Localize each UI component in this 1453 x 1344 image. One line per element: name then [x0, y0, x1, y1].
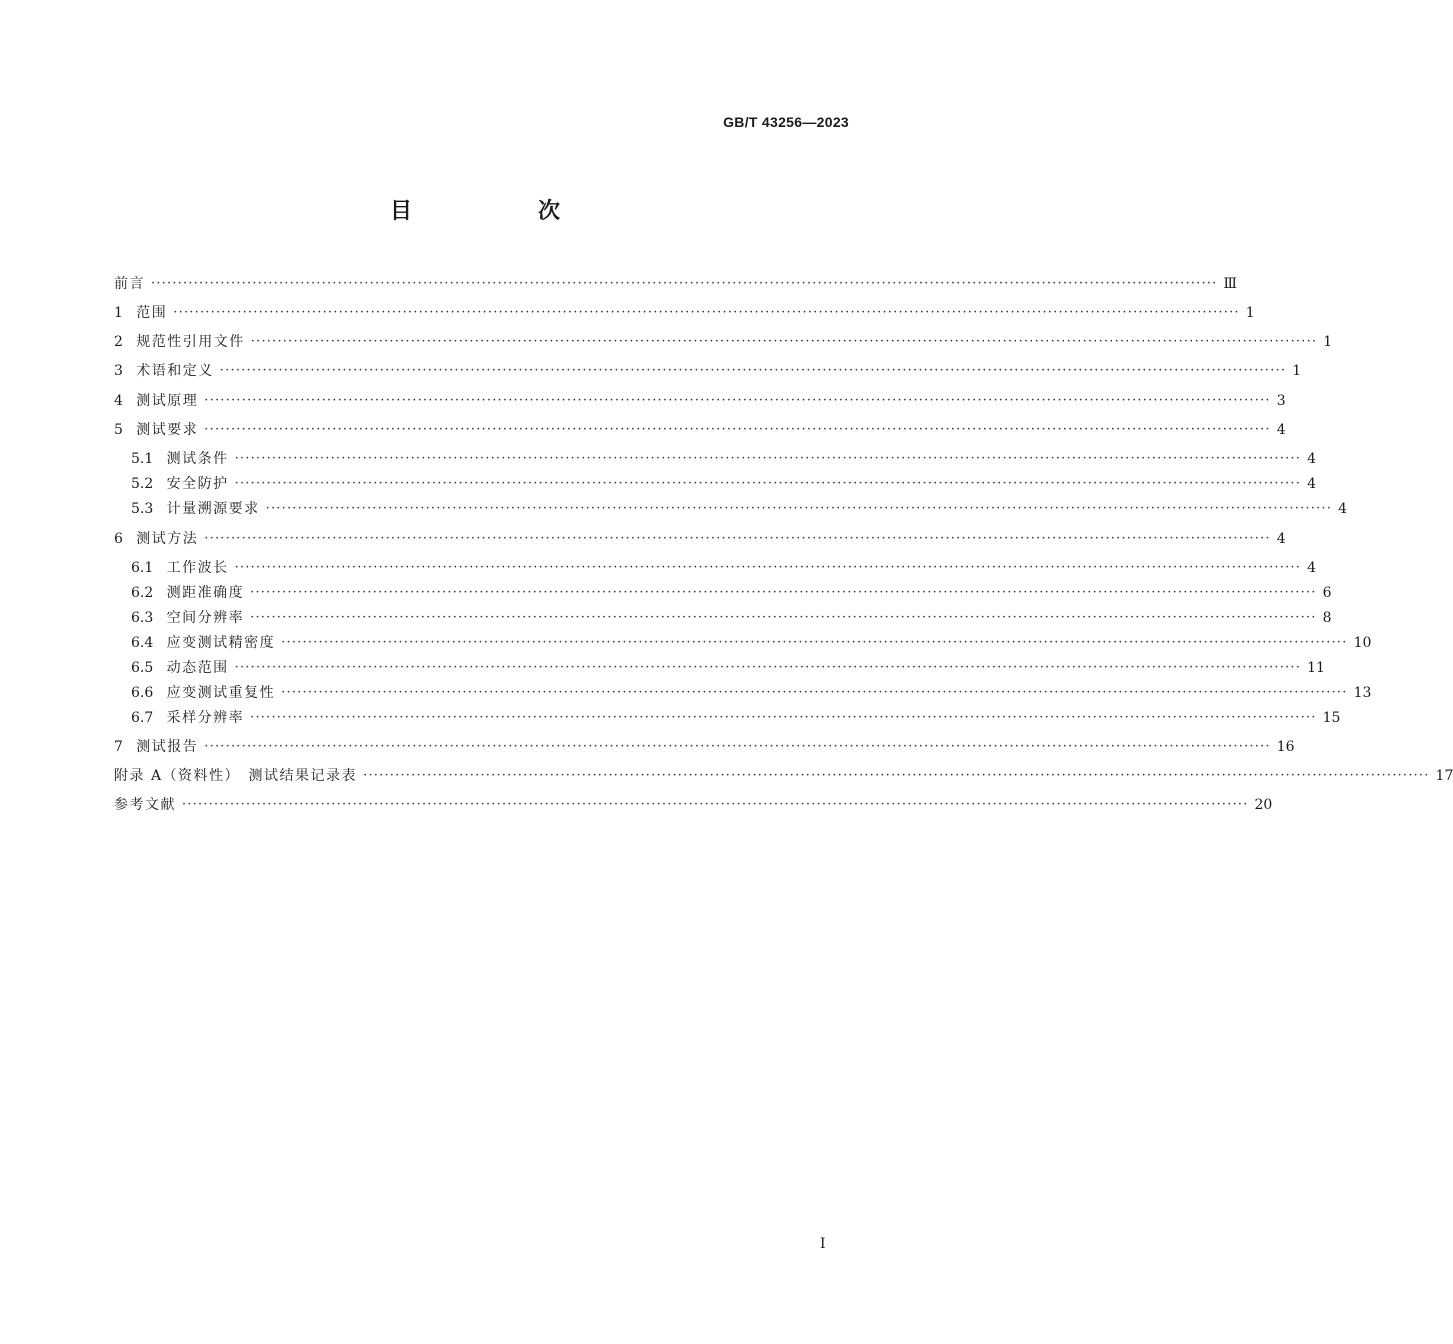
toc-entry-number: 5: [114, 422, 123, 438]
toc-leader-dots: ········································································································································································································: [234, 451, 1302, 466]
toc-entry-label: 计量溯源要求: [166, 501, 260, 517]
toc-leader-dots: ········································································································································································································: [234, 476, 1302, 491]
toc-leader-dots: ········································································································································································································: [204, 393, 1271, 408]
toc-entry-label: 采样分辨率: [166, 710, 245, 726]
toc-leader-dots: ········································································································································································································: [234, 560, 1302, 575]
toc-entry-page: 4: [1276, 531, 1286, 547]
toc-entry-number: 6.5: [131, 660, 154, 676]
toc-entry-number: 6.1: [131, 560, 154, 576]
toc-entry-6[interactable]: [114, 528, 1286, 550]
toc-entry-number: 5.1: [131, 451, 154, 467]
toc-entry-label: 安全防护: [166, 476, 229, 492]
toc-entry-page: 6: [1322, 585, 1332, 601]
toc-entry-number: 5.2: [131, 476, 154, 492]
toc-entry-label: 前言: [114, 276, 145, 292]
toc-entry-6-7[interactable]: [131, 707, 1341, 729]
toc-leader-dots: ········································································································································································································: [234, 660, 1302, 675]
toc-entry-5[interactable]: [114, 419, 1286, 441]
toc-entry-page: 13: [1353, 685, 1372, 701]
toc-entry-6-6[interactable]: [131, 682, 1372, 704]
toc-entry-page: 1: [1323, 334, 1333, 350]
toc-entry-5-3[interactable]: [131, 498, 1348, 520]
toc-entry-page: 1: [1245, 305, 1255, 321]
page-title: 目 次: [389, 199, 612, 224]
toc-entry-label: 规范性引用文件: [136, 334, 245, 350]
toc-entry-6-5[interactable]: [131, 657, 1325, 679]
toc-entry-5-2[interactable]: [131, 473, 1317, 495]
toc-entry-number: 1: [114, 305, 123, 321]
toc-entry-label: 测试要求: [136, 422, 199, 438]
toc-leader-dots: ········································································································································································································: [219, 363, 1287, 378]
toc-entry-label: 术语和定义: [136, 363, 214, 379]
toc-entry-number: 4: [114, 393, 123, 409]
toc-entry-page: 16: [1276, 739, 1295, 755]
toc-leader-dots: ········································································································································································································: [250, 610, 1317, 625]
toc-entry-preface[interactable]: [114, 273, 1237, 295]
toc-entry-label: 范围: [136, 305, 168, 321]
toc-leader-dots: ········································································································································································································: [182, 797, 1249, 812]
toc-leader-dots: ········································································································································································································: [281, 685, 1348, 700]
toc-leader-dots: ········································································································································································································: [250, 334, 1318, 349]
toc-entry-page: 20: [1254, 797, 1273, 813]
toc-entry-6-4[interactable]: [131, 632, 1372, 654]
toc-entry-label: 工作波长: [166, 560, 229, 576]
toc-entry-number: 6.4: [131, 635, 154, 651]
toc-leader-dots: ········································································································································································································: [173, 305, 1240, 320]
standard-code: GB/T 43256—2023: [723, 114, 849, 130]
toc-entry-3[interactable]: [114, 360, 1302, 382]
toc-entry-page: 4: [1276, 422, 1286, 438]
toc-entry-references[interactable]: [114, 794, 1273, 816]
toc-entry-page: 15: [1322, 710, 1341, 726]
toc-leader-dots: ········································································································································································································: [204, 739, 1271, 754]
toc-entry-number: 6: [114, 531, 123, 547]
toc-entry-page: 3: [1276, 393, 1286, 409]
toc-entry-1[interactable]: [114, 302, 1255, 324]
toc-entry-label: 测距准确度: [166, 585, 245, 601]
toc-entry-page: Ⅲ: [1223, 276, 1237, 292]
toc-entry-6-3[interactable]: [131, 607, 1332, 629]
toc-entry-page: 4: [1307, 560, 1317, 576]
toc-entry-label: 测试原理: [136, 393, 199, 409]
toc-leader-dots: ········································································································································································································: [204, 422, 1271, 437]
toc-entry-page: 4: [1307, 476, 1317, 492]
toc-entry-label: 空间分辨率: [166, 610, 245, 626]
toc-entry-page: 8: [1322, 610, 1332, 626]
toc-entry-4[interactable]: [114, 390, 1286, 412]
toc-entry-label: 测试条件: [166, 451, 229, 467]
toc-entry-label: 参考文献: [114, 797, 176, 813]
toc-entry-appendix-a[interactable]: [114, 765, 1453, 787]
toc-entry-number: 2: [114, 334, 123, 350]
toc-entry-label: 测试方法: [136, 531, 199, 547]
toc-entry-label: 应变测试精密度: [166, 635, 276, 651]
toc-entry-2[interactable]: [114, 331, 1333, 353]
toc-entry-6-1[interactable]: [131, 557, 1317, 579]
toc-entry-page: 4: [1307, 451, 1317, 467]
toc-entry-number: 5.3: [131, 501, 154, 517]
toc-entry-number: 6.6: [131, 685, 154, 701]
toc-leader-dots: ········································································································································································································: [363, 768, 1430, 783]
toc-entry-page: 10: [1353, 635, 1372, 651]
toc-entry-number: 6.3: [131, 610, 154, 626]
toc-entry-label: 测试报告: [136, 739, 199, 755]
toc-entry-number: 7: [114, 739, 123, 755]
toc-leader-dots: ········································································································································································································: [151, 276, 1218, 291]
toc-leader-dots: ········································································································································································································: [204, 531, 1271, 546]
page-number: I: [820, 1236, 826, 1252]
toc-entry-number: 6.2: [131, 585, 154, 601]
toc-entry-page: 17: [1435, 768, 1453, 784]
toc-entry-page: 1: [1292, 363, 1302, 379]
toc-entry-label: 应变测试重复性: [166, 685, 276, 701]
toc-entry-label: 动态范围: [166, 660, 229, 676]
toc-entry-number: 3: [114, 363, 123, 379]
toc-entry-7[interactable]: [114, 736, 1295, 758]
toc-leader-dots: ········································································································································································································: [250, 585, 1317, 600]
toc-entry-label: 附录 A（资料性） 测试结果记录表: [114, 768, 358, 784]
toc-leader-dots: ········································································································································································································: [281, 635, 1348, 650]
toc-leader-dots: ········································································································································································································: [265, 501, 1333, 516]
toc-entry-5-1[interactable]: [131, 448, 1317, 470]
toc-entry-page: 4: [1338, 501, 1348, 517]
toc-leader-dots: ········································································································································································································: [250, 710, 1317, 725]
toc-entry-6-2[interactable]: [131, 582, 1332, 604]
toc-entry-number: 6.7: [131, 710, 154, 726]
toc-entry-page: 11: [1307, 660, 1325, 676]
